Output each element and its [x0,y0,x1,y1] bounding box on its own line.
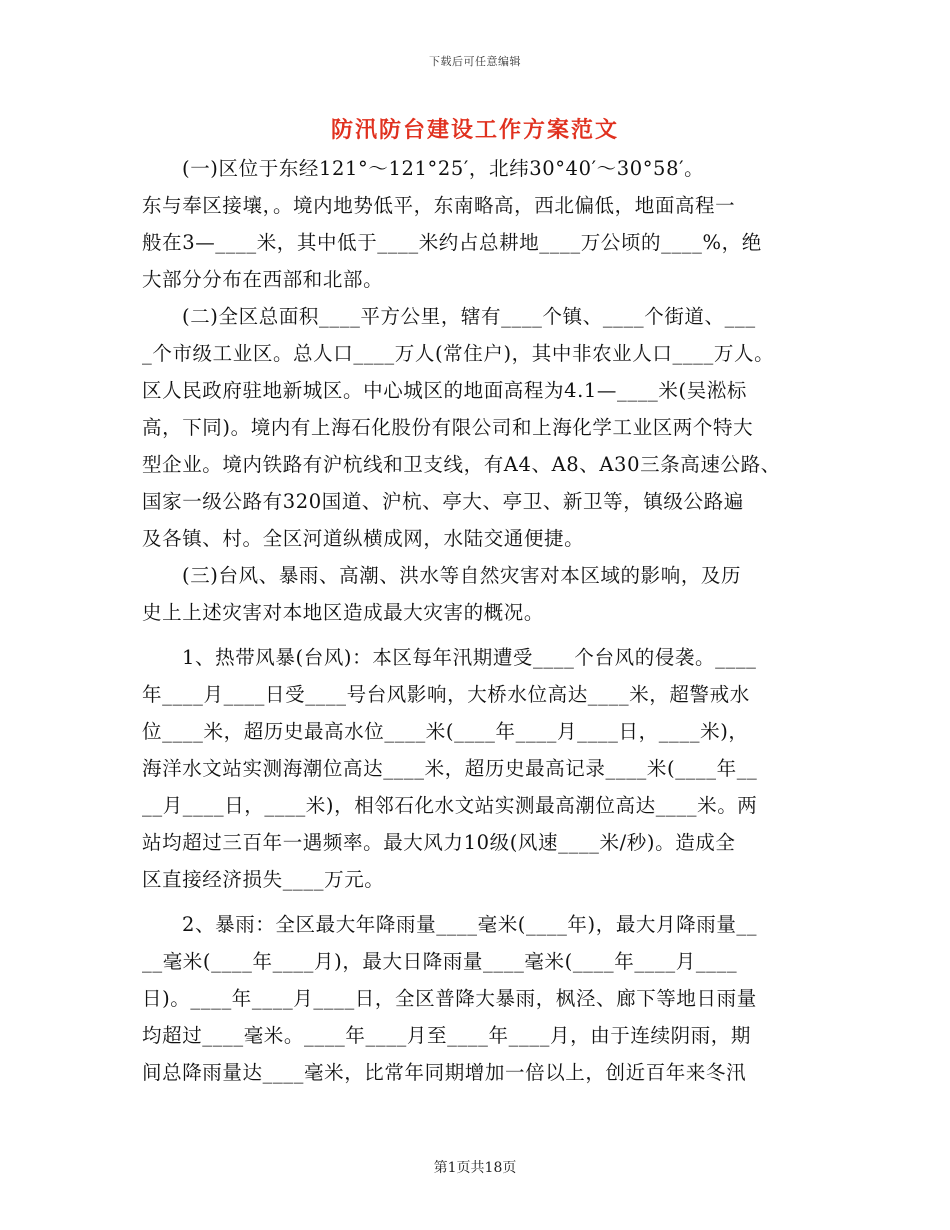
text-line: 位____米，超历史最高水位____米(____年____月____日，____米)， [142,720,749,743]
text-line: 区直接经济损失____万元。 [142,868,385,891]
paragraph [142,298,808,557]
text-line: 2、暴雨：全区最大年降雨量____毫米(____年)，最大月降雨量__ [182,913,758,936]
text-line: 间总降雨量达____毫米，比常年同期增加一倍以上，创近百年来冬汛 [142,1061,747,1084]
text-line: 站均超过三百年一遇频率。最大风力10级(风速____米/秒)。造成全 [142,831,736,854]
text-line: (一)区位于东经121°～121°25′，北纬30°40′～30°58′。 [182,157,705,180]
text-line: 1、热带风暴(台风)：本区每年汛期遭受____个台风的侵袭。____ [182,646,757,669]
text-line: 史上上述灾害对本地区造成最大灾害的概况。 [142,601,545,624]
paragraph [142,557,808,631]
text-line: (三)台风、暴雨、高潮、洪水等自然灾害对本区域的影响，及历 [182,564,742,587]
text-line: 及各镇、村。全区河道纵横成网，水陆交通便捷。 [142,527,585,550]
text-line: 东与奉区接壤，。境内地势低平，东南略高，西北偏低，地面高程一 [142,194,736,217]
text-line: 均超过____毫米。____年____月至____年____月，由于连续阴雨，期 [142,1024,751,1047]
text-line: 国家一级公路有320国道、沪杭、亭大、亭卫、新卫等，镇级公路遍 [142,490,744,513]
text-line: 大部分分布在西部和北部。 [142,268,384,291]
text-line: __毫米(____年____月)，最大日降雨量____毫米(____年____月____ [142,950,738,973]
text-line: __月____日，____米)，相邻石化水文站实测最高潮位高达____米。两 [142,794,758,817]
text-line: (二)全区总面积____平方公里，辖有____个镇、____个街道、___ [182,305,756,328]
text-line: 般在3—____米，其中低于____米约占总耕地____万公顷的____%，绝 [142,231,762,254]
paragraph [142,639,808,898]
document-title: 防汛防台建设工作方案范文 [330,117,619,143]
document-body [142,150,808,1091]
text-line: 型企业。境内铁路有沪杭线和卫支线，有A4、A8、A30三条高速公路、 [142,453,781,476]
page-number: 第1页共18页 [433,1160,517,1176]
text-line: 日)。____年____月____日，全区普降大暴雨，枫泾、廊下等地日雨量 [142,987,757,1010]
paragraph [142,150,808,298]
text-line: _个市级工业区。总人口____万人(常住户)，其中非农业人口____万人。 [142,342,775,365]
text-line: 海洋水文站实测海潮位高达____米，超历史最高记录____米(____年__ [142,757,758,780]
text-line: 年____月____日受____号台风影响，大桥水位高达____米，超警戒水 [142,683,750,706]
paragraph [142,906,808,1091]
text-line: 区人民政府驻地新城区。中心城区的地面高程为4.1—____米(吴淞标 [142,379,748,402]
header-note: 下载后可任意编辑 [429,55,521,68]
text-line: 高，下同)。境内有上海石化股份有限公司和上海化学工业区两个特大 [142,416,754,439]
